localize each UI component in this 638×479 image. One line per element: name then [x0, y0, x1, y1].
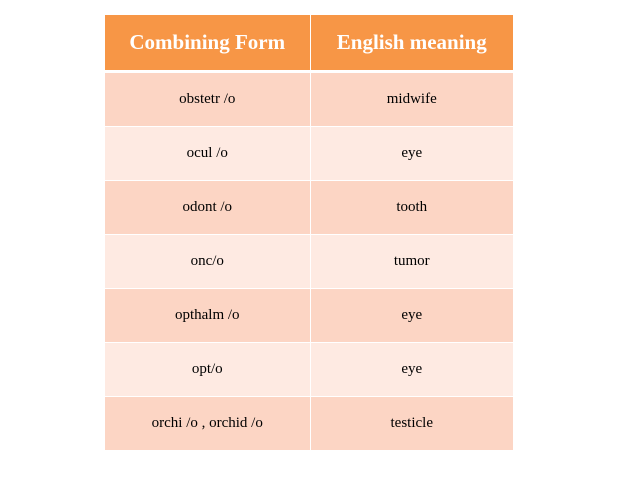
combining-form-cell: ocul /o [105, 127, 310, 181]
combining-form-cell: obstetr /o [105, 72, 310, 127]
header-row [105, 15, 513, 72]
table-header [105, 15, 513, 72]
combining-form-cell: odont /o [105, 181, 310, 235]
combining-form-cell: onc/o [105, 235, 310, 289]
header-combining-form: Combining Form [105, 15, 310, 72]
meaning-cell: eye [310, 127, 513, 181]
table-body [105, 72, 513, 451]
combining-form-cell: opt/o [105, 343, 310, 397]
meaning-cell: testicle [310, 397, 513, 451]
table-row [105, 289, 513, 343]
table-row [105, 181, 513, 235]
terminology-table [105, 15, 513, 451]
table-row [105, 72, 513, 127]
meaning-cell: tumor [310, 235, 513, 289]
table-row [105, 397, 513, 451]
meaning-cell: midwife [310, 72, 513, 127]
table-row [105, 127, 513, 181]
meaning-cell: eye [310, 289, 513, 343]
table-row [105, 235, 513, 289]
header-english-meaning: English meaning [310, 15, 513, 72]
meaning-cell: tooth [310, 181, 513, 235]
meaning-cell: eye [310, 343, 513, 397]
table-row [105, 343, 513, 397]
combining-form-cell: opthalm /o [105, 289, 310, 343]
combining-form-cell: orchi /o , orchid /o [105, 397, 310, 451]
